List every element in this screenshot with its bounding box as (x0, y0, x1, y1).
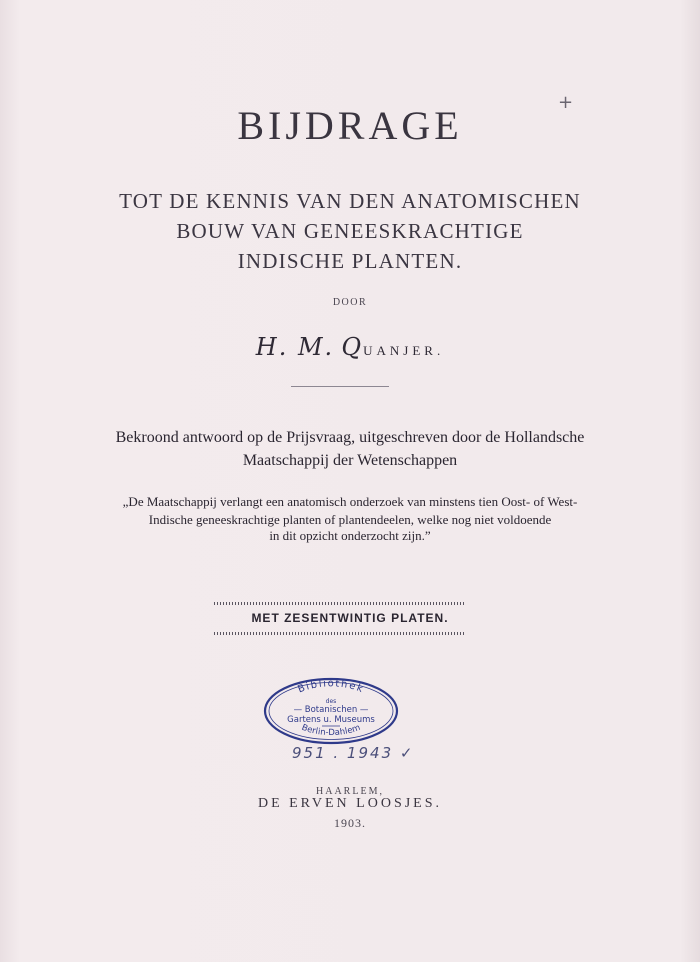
door-label: DOOR (332, 297, 368, 308)
page-title: BIJDRAGE (237, 103, 463, 148)
author-initials: H. M. (255, 333, 335, 361)
subtitle-line-2: BOUW VAN GENEESKRACHTIGE (176, 219, 524, 243)
quote-line-3: in dit opzicht onderzocht zijn.” (269, 528, 431, 543)
quote-line-1: „De Maatschappij verlangt een anatomisch onderzoek van minstens tien Oost- of West- (122, 494, 578, 509)
stamp-text-des: des (325, 698, 337, 705)
publisher-city: HAARLEM, (316, 786, 384, 797)
accession-number: 951 . 1943 ✓ (292, 744, 415, 762)
subtitle-line-1: TOT DE KENNIS VAN DEN ANATOMISCHEN (119, 189, 581, 213)
subtitle-line-3: INDISCHE PLANTEN. (237, 249, 463, 273)
award-line-2: Maatschappij der Wetenschappen (242, 452, 458, 469)
quote-line-2: Indische geneeskrachtige planten of plantendeelen, welke nog niet voldoende (148, 512, 552, 527)
stamp-text-top: Bibliothek (296, 678, 366, 696)
divider-rule (291, 386, 389, 387)
library-stamp (262, 675, 400, 745)
plates-note: MET ZESENTWINTIG PLATEN. (251, 611, 449, 625)
author-name (0, 333, 700, 361)
pencil-mark: + (558, 92, 574, 113)
author-surname-initial: Q (341, 333, 364, 361)
ornamental-rule-bottom (214, 632, 466, 635)
award-line-1: Bekroond antwoord op de Prijsvraag, uitgeschreven door de Hollandsche (115, 429, 585, 446)
author-surname: UANJER. (363, 343, 445, 358)
stamp-text-bottom: Berlin-Dahlem (300, 722, 362, 739)
stamp-text-gartens: Gartens u. Museums (287, 715, 375, 725)
stamp-text-botanischen: — Botanischen — (293, 705, 369, 715)
publication-year: 1903. (334, 816, 366, 830)
publisher-name: DE ERVEN LOOSJES. (257, 796, 443, 811)
ornamental-rule-top (214, 602, 466, 605)
